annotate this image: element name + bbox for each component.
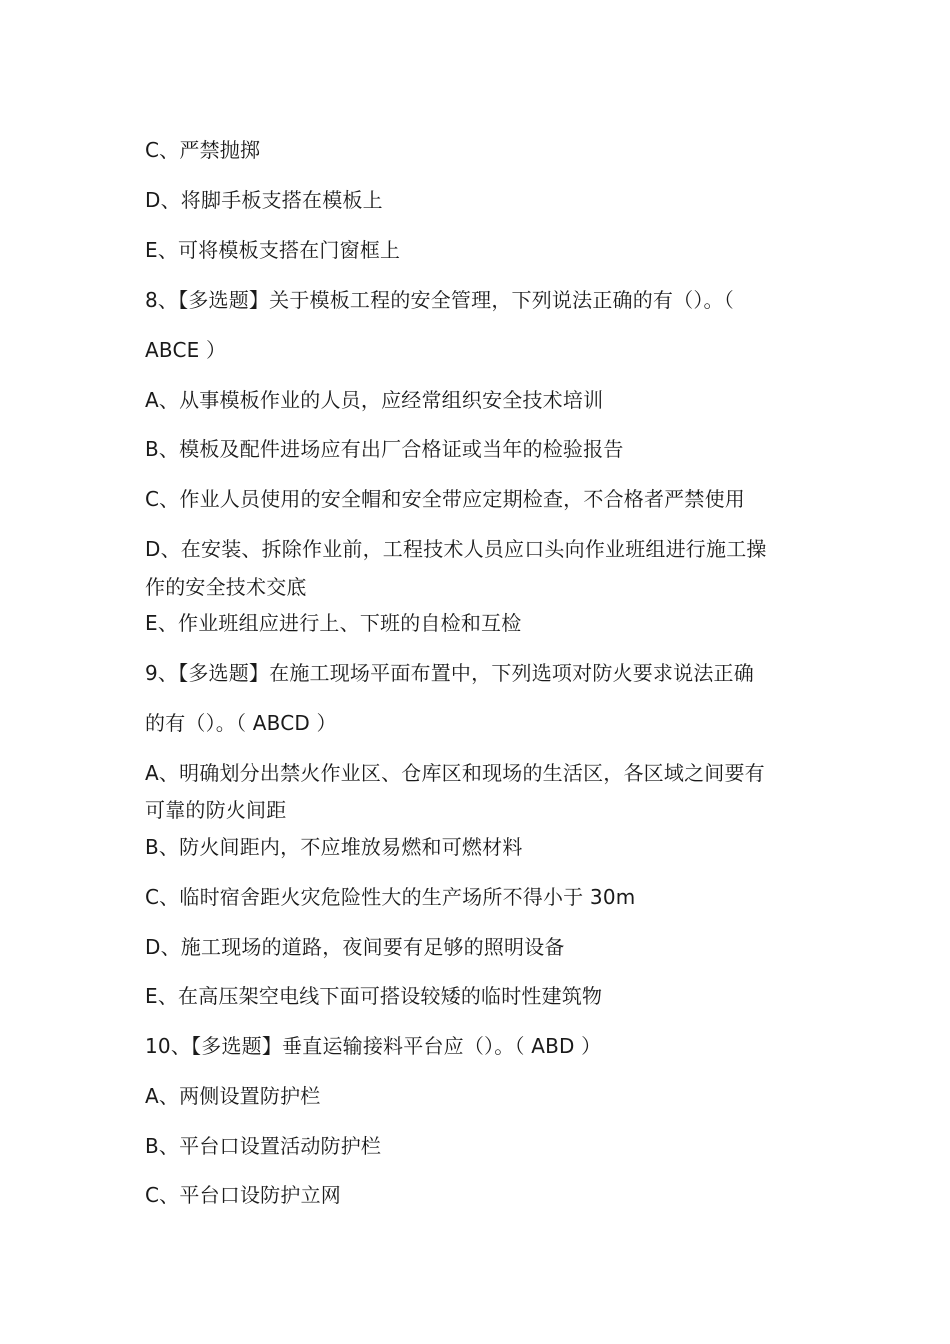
q9-option-a-line1: A、明确划分出禁火作业区、仓库区和现场的生活区，各区域之间要有 xyxy=(145,761,765,785)
q8-option-e: E、作业班组应进行上、下班的自检和互检 xyxy=(145,611,522,635)
q9-stem-line1: 9、【多选题】在施工现场平面布置中，下列选项对防火要求说法正确 xyxy=(145,661,754,685)
q8-option-b: B、模板及配件进场应有出厂合格证或当年的检验报告 xyxy=(145,437,624,461)
q9-stem-line2: 的有（）。（ ABCD ） xyxy=(145,711,337,735)
q8-option-a: A、从事模板作业的人员，应经常组织安全技术培训 xyxy=(145,388,604,412)
q10-stem: 10、【多选题】垂直运输接料平台应（）。（ ABD ） xyxy=(145,1034,602,1058)
q10-option-b: B、平台口设置活动防护栏 xyxy=(145,1134,382,1158)
q8-option-d-line2: 作的安全技术交底 xyxy=(145,575,307,599)
q8-option-c: C、作业人员使用的安全帽和安全带应定期检查，不合格者严禁使用 xyxy=(145,487,745,511)
q8-option-d-line1: D、在安装、拆除作业前，工程技术人员应口头向作业班组进行施工操 xyxy=(145,537,767,561)
q9-option-a-line2: 可靠的防火间距 xyxy=(145,798,287,822)
q10-option-c: C、平台口设防护立网 xyxy=(145,1183,341,1207)
q8-stem-line1: 8、【多选题】关于模板工程的安全管理，下列说法正确的有（）。（ xyxy=(145,288,734,312)
q9-option-b: B、防火间距内，不应堆放易燃和可燃材料 xyxy=(145,835,523,859)
q7-option-c: C、严禁抛掷 xyxy=(145,138,261,162)
q7-option-d: D、将脚手板支搭在模板上 xyxy=(145,188,383,212)
q9-option-c: C、临时宿舍距火灾危险性大的生产场所不得小于 30m xyxy=(145,885,636,909)
q9-option-e: E、在高压架空电线下面可搭设较矮的临时性建筑物 xyxy=(145,984,603,1008)
q10-option-a: A、两侧设置防护栏 xyxy=(145,1084,321,1108)
q9-option-d: D、施工现场的道路，夜间要有足够的照明设备 xyxy=(145,935,565,959)
q7-option-e: E、可将模板支搭在门窗框上 xyxy=(145,238,401,262)
q8-stem-line2: ABCE ） xyxy=(145,338,227,362)
